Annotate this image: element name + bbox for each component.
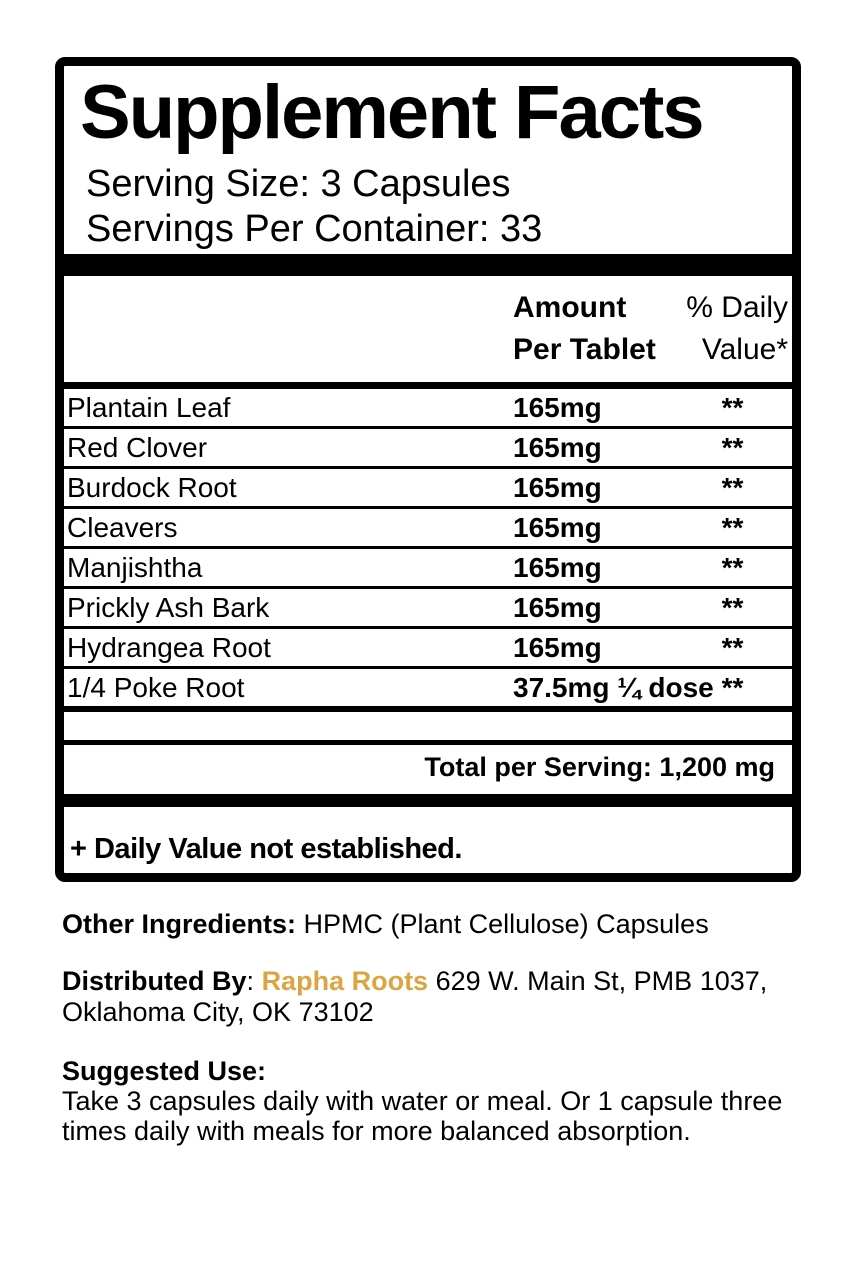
other-ingredients-label: Other Ingredients: (62, 909, 297, 939)
ingredient-name: Prickly Ash Bark (67, 591, 270, 623)
table-row (64, 429, 792, 469)
table-header (64, 276, 792, 382)
suggested-use-label: Suggested Use: (62, 1056, 267, 1086)
label-footer-text (62, 908, 807, 1146)
ingredient-daily-value: ** (721, 591, 744, 623)
ingredient-amount: 37.5mg ¼ dose (513, 671, 714, 703)
ingredient-daily-value: ** (721, 431, 744, 463)
ingredient-name: Burdock Root (67, 471, 237, 503)
ingredient-amount: 165mg (513, 511, 602, 543)
divider-bar-heavy-top (64, 254, 792, 276)
suggested-use-text: Take 3 capsules daily with water or meal. Or 1 capsule three times daily with meals for more balanced absorption. (62, 1086, 783, 1146)
ingredient-amount: 165mg (513, 551, 602, 583)
ingredient-name: Manjishtha (67, 551, 203, 583)
ingredient-amount: 165mg (513, 431, 602, 463)
ingredient-name: Red Clover (67, 431, 208, 463)
table-row (64, 629, 792, 669)
divider-bar-medium (64, 382, 792, 389)
ingredient-name: Hydrangea Root (67, 631, 271, 663)
ingredient-daily-value: ** (721, 631, 744, 663)
table-row (64, 669, 792, 712)
ingredient-rows (64, 389, 792, 712)
address-line-2: Oklahoma City, OK 73102 (62, 997, 374, 1027)
ingredient-name: Plantain Leaf (67, 391, 231, 423)
ingredient-amount: 165mg (513, 471, 602, 503)
divider-bar-heavy-bottom (64, 794, 792, 807)
spacer-row (64, 712, 792, 745)
table-row (64, 589, 792, 629)
panel-title: Supplement Facts (80, 70, 703, 155)
daily-value-footnote: + Daily Value not established. (70, 833, 462, 865)
distributed-by-separator: : (246, 966, 255, 996)
total-per-serving: Total per Serving: 1,200 mg (424, 752, 775, 782)
ingredient-amount: 165mg (513, 591, 602, 623)
other-ingredients-text: HPMC (Plant Cellulose) Capsules (303, 909, 709, 939)
table-row (64, 469, 792, 509)
ingredient-daily-value: ** (721, 391, 744, 423)
ingredient-name: 1/4 Poke Root (67, 671, 245, 703)
ingredient-amount: 165mg (513, 631, 602, 663)
table-row (64, 549, 792, 589)
servings-per-container: Servings Per Container: 33 (86, 208, 543, 250)
supplement-facts-panel (55, 57, 801, 882)
ingredient-name: Cleavers (67, 511, 178, 543)
ingredient-daily-value: ** (721, 511, 744, 543)
header-percent-daily-value: % Daily Value* (686, 291, 788, 366)
table-row (64, 509, 792, 549)
ingredient-daily-value: ** (721, 551, 744, 583)
distributed-by-label: Distributed By (62, 966, 247, 996)
brand-name: Rapha Roots (261, 966, 429, 996)
serving-info (64, 162, 792, 252)
serving-size: Serving Size: 3 Capsules (86, 163, 511, 205)
table-row (64, 389, 792, 429)
ingredient-daily-value: ** (721, 671, 744, 703)
ingredient-daily-value: ** (721, 471, 744, 503)
other-ingredients (62, 908, 807, 941)
address-line-1: 629 W. Main St, PMB 1037, (435, 966, 768, 996)
distributed-by (62, 966, 807, 1028)
header-amount-per-tablet: Amount Per Tablet (513, 291, 656, 366)
ingredient-amount: 165mg (513, 391, 602, 423)
